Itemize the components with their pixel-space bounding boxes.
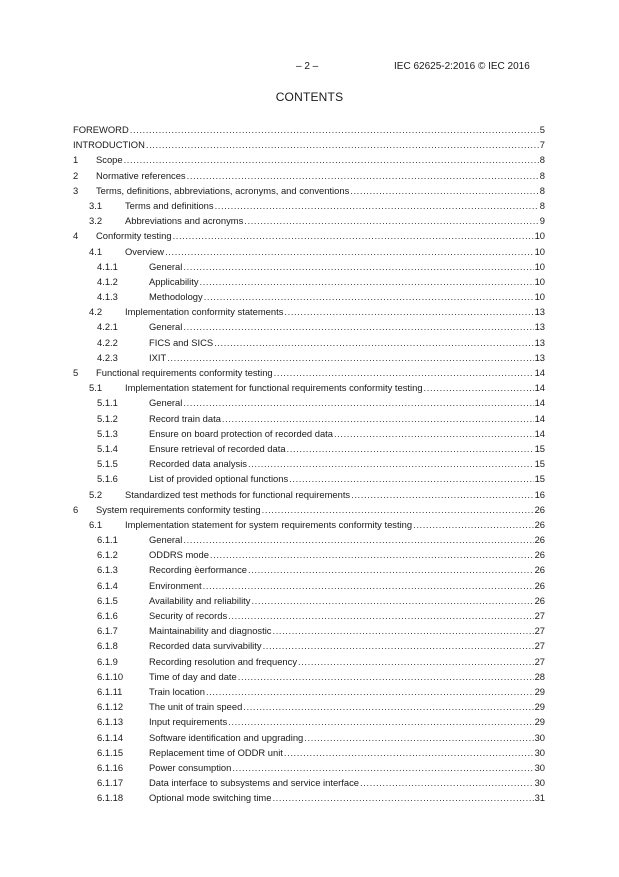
dot-leader	[232, 762, 533, 773]
dot-leader	[351, 489, 533, 500]
toc-entry-title: Methodology	[149, 291, 203, 303]
toc-entry-page: 30	[534, 746, 545, 758]
toc-entry-title: FICS and SICS	[149, 336, 214, 348]
toc-entry[interactable]	[73, 428, 545, 443]
toc-entry-page: 8	[539, 154, 545, 166]
toc-entry-number: 6.1.16	[97, 761, 124, 773]
contents-title: CONTENTS	[275, 90, 344, 104]
toc-entry-number: 6.1.10	[97, 670, 124, 682]
toc-entry[interactable]	[73, 352, 545, 367]
toc-entry[interactable]	[73, 640, 545, 655]
toc-entry[interactable]	[73, 534, 545, 549]
toc-entry-number: 6.1.17	[97, 777, 124, 789]
toc-entry[interactable]	[73, 747, 545, 762]
toc-entry[interactable]	[73, 276, 545, 291]
toc-entry-number: 5.1	[89, 382, 103, 394]
toc-entry-number: 4.2	[89, 306, 103, 318]
toc-entry-title: Normative references	[96, 169, 186, 181]
toc-entry-title: Terms and definitions	[125, 199, 214, 211]
dot-leader	[248, 458, 534, 469]
toc-entry-page: 14	[534, 412, 545, 424]
toc-entry-number: 6.1.13	[97, 716, 124, 728]
dot-leader	[251, 595, 533, 606]
toc-entry-page: 5	[539, 124, 545, 135]
toc-entry-title: List of provided optional functions	[149, 473, 289, 485]
toc-entry-number: 5.2	[89, 488, 103, 500]
toc-entry-title: General	[149, 321, 183, 333]
toc-entry[interactable]	[73, 321, 545, 336]
toc-entry[interactable]	[73, 458, 545, 473]
toc-entry-title: System requirements conformity testing	[96, 503, 261, 515]
toc-entry[interactable]	[73, 656, 545, 671]
toc-entry-title: Functional requirements conformity testing	[96, 367, 273, 378]
toc-entry-title: Ensure retrieval of recorded data	[149, 442, 286, 454]
toc-entry-page: 26	[534, 579, 545, 591]
toc-entry[interactable]	[73, 732, 545, 747]
toc-entry[interactable]	[73, 473, 545, 488]
toc-entry[interactable]	[73, 337, 545, 352]
toc-entry[interactable]	[73, 701, 545, 716]
toc-entry-number: 4.1.3	[97, 291, 118, 303]
toc-entry[interactable]	[73, 519, 545, 534]
toc-entry-title: Train location	[149, 685, 205, 697]
toc-entry[interactable]	[73, 580, 545, 595]
toc-entry-page: 13	[534, 306, 545, 318]
toc-entry-page: 26	[534, 503, 545, 515]
toc-entry[interactable]	[73, 489, 545, 504]
toc-entry-page: 26	[534, 564, 545, 576]
toc-entry-number: 5.1.1	[97, 397, 118, 409]
dot-leader	[228, 716, 533, 727]
dot-leader	[204, 291, 534, 302]
dot-leader	[284, 306, 533, 317]
page-number: – 2 –	[296, 61, 319, 72]
dot-leader	[228, 610, 533, 621]
toc-entry-page: 7	[539, 139, 545, 151]
toc-entry-page: 14	[534, 427, 545, 439]
toc-entry-page: 28	[534, 670, 545, 682]
toc-entry-number: 4.2.2	[97, 336, 118, 348]
toc-entry[interactable]	[73, 443, 545, 458]
dot-leader	[238, 671, 534, 682]
toc-entry[interactable]	[73, 154, 545, 169]
toc-entry-number: 2	[73, 169, 79, 181]
dot-leader	[413, 519, 533, 530]
toc-entry[interactable]	[73, 625, 545, 640]
dot-leader	[183, 261, 533, 272]
toc-entry-page: 26	[534, 534, 545, 546]
dot-leader	[203, 580, 534, 591]
toc-entry-title: Input requirements	[149, 716, 228, 728]
toc-entry-number: 5.1.5	[97, 458, 118, 470]
toc-entry-page: 29	[534, 716, 545, 728]
toc-entry-number: 3	[73, 184, 79, 196]
toc-entry[interactable]	[73, 777, 545, 792]
toc-entry[interactable]	[73, 215, 545, 230]
toc-entry[interactable]	[73, 397, 545, 412]
dot-leader	[334, 428, 534, 439]
toc-entry-page: 26	[534, 594, 545, 606]
toc-entry[interactable]	[73, 306, 545, 321]
dot-leader	[215, 200, 539, 211]
toc-entry[interactable]	[73, 185, 545, 200]
toc-entry[interactable]	[73, 170, 545, 185]
toc-entry-number: 6.1.14	[97, 731, 124, 743]
toc-entry-page: 16	[534, 488, 545, 500]
toc-entry-title: Abbreviations and acronyms	[125, 215, 244, 227]
toc-entry-title: Optional mode switching time	[149, 792, 272, 804]
toc-entry-number: 4.2.1	[97, 321, 118, 333]
toc-entry-page: 30	[534, 731, 545, 743]
toc-entry-page: 29	[534, 685, 545, 697]
toc-entry[interactable]	[73, 792, 545, 807]
toc-entry[interactable]	[73, 139, 545, 154]
toc-entry-number: 6.1.2	[97, 549, 118, 561]
toc-entry-number: 1	[73, 154, 79, 166]
toc-entry-number: 6	[73, 503, 79, 515]
toc-entry[interactable]	[73, 762, 545, 777]
toc-entry-title: Maintainability and diagnostic	[149, 625, 272, 637]
toc-entry-page: 31	[534, 792, 545, 804]
toc-entry-page: 15	[534, 473, 545, 485]
dot-leader	[183, 321, 533, 332]
toc-entry-page: 8	[539, 199, 545, 211]
toc-entry[interactable]	[73, 610, 545, 625]
toc-entry-page: 15	[534, 442, 545, 454]
toc-entry[interactable]	[73, 367, 545, 382]
dot-leader	[304, 732, 533, 743]
toc-entry-title: Recording resolution and frequency	[149, 655, 298, 667]
toc-entry[interactable]	[73, 246, 545, 261]
toc-entry[interactable]	[73, 504, 545, 519]
toc-entry[interactable]	[73, 382, 545, 397]
toc-entry-title: Recording èerformance	[149, 564, 247, 576]
toc-entry-title: ODDRS mode	[149, 549, 209, 561]
toc-entry-page: 13	[534, 351, 545, 363]
toc-entry-number: 3.1	[89, 199, 103, 211]
toc-entry[interactable]	[73, 716, 545, 731]
toc-entry-page: 30	[534, 777, 545, 789]
dot-leader	[274, 367, 534, 378]
toc-entry-title: Implementation statement for system requirements conformity testing	[125, 518, 413, 530]
toc-entry-number: 6.1.5	[97, 594, 118, 606]
toc-entry-number: 5.1.4	[97, 442, 118, 454]
dot-leader	[424, 382, 534, 393]
toc-entry-page: 27	[534, 625, 545, 637]
toc-entry[interactable]	[73, 200, 545, 215]
toc-entry-page: 27	[534, 640, 545, 652]
dot-leader	[124, 154, 539, 165]
toc-entry-title: General	[149, 534, 183, 546]
toc-entry-title: Conformity testing	[96, 230, 172, 242]
toc-entry-number: 4.1	[89, 245, 103, 257]
toc-entry-title: Availability and reliability	[149, 594, 251, 606]
toc-entry-number: 6.1	[89, 518, 103, 530]
toc-entry-number: 4.1.1	[97, 260, 118, 272]
dot-leader	[130, 124, 539, 135]
toc-entry-page: 30	[534, 761, 545, 773]
dot-leader	[272, 792, 533, 803]
toc-entry-number: 6.1.8	[97, 640, 118, 652]
toc-entry-number: 6.1.15	[97, 746, 124, 758]
toc-entry-number: 6.1.3	[97, 564, 118, 576]
toc-entry-page: 8	[539, 184, 545, 196]
dot-leader	[243, 701, 533, 712]
toc-entry-page: 8	[539, 169, 545, 181]
toc-entry-title: IXIT	[149, 351, 167, 363]
dot-leader	[244, 215, 538, 226]
toc-entry-number: 5.1.6	[97, 473, 118, 485]
toc-entry-title: Environment	[149, 579, 202, 591]
dot-leader	[298, 656, 534, 667]
dot-leader	[210, 549, 534, 560]
toc-entry-title: General	[149, 260, 183, 272]
dot-leader	[272, 625, 533, 636]
toc-entry-title: Recorded data analysis	[149, 458, 247, 470]
toc-entry[interactable]	[73, 549, 545, 564]
toc-entry-page: 26	[534, 518, 545, 530]
toc-entry-number: 6.1.11	[97, 685, 123, 697]
toc-entry-number: 5.1.3	[97, 427, 118, 439]
toc-entry-title: Power consumption	[149, 761, 232, 773]
dot-leader	[183, 534, 533, 545]
dot-leader	[222, 413, 534, 424]
toc-entry-page: 26	[534, 549, 545, 561]
toc-entry-page: 13	[534, 336, 545, 348]
toc-entry-page: 29	[534, 701, 545, 713]
toc-entry-page: 27	[534, 610, 545, 621]
toc-entry-page: 10	[534, 260, 545, 272]
toc-entry-page: 27	[534, 655, 545, 667]
toc-entry-title: Replacement time of ODDR unit	[149, 746, 283, 758]
dot-leader	[214, 337, 533, 348]
toc-entry-number: 5.1.2	[97, 412, 118, 424]
toc-entry-title: Security of records	[149, 610, 228, 621]
toc-entry-title: Recorded data survivability	[149, 640, 262, 652]
toc-entry-page: 14	[534, 382, 545, 394]
toc-entry-title: Data interface to subsystems and service interface	[149, 777, 359, 789]
toc-entry-title: Record train data	[149, 412, 221, 424]
dot-leader	[289, 473, 533, 484]
toc-entry-number: 6.1.9	[97, 655, 118, 667]
toc-entry-title: Time of day and date	[149, 670, 237, 682]
toc-entry-title: The unit of train speed	[149, 701, 243, 713]
toc-entry[interactable]	[73, 671, 545, 686]
dot-leader	[200, 276, 534, 287]
toc-entry-title: Scope	[96, 154, 123, 166]
dot-leader	[284, 747, 534, 758]
dot-leader	[165, 246, 533, 257]
toc-entry-number: 3.2	[89, 215, 103, 227]
dot-leader	[248, 564, 534, 575]
toc-entry[interactable]	[73, 230, 545, 245]
toc-entry-title: General	[149, 397, 183, 409]
dot-leader	[262, 504, 534, 515]
toc-entry-page: 10	[534, 275, 545, 287]
toc-entry-page: 14	[534, 397, 545, 409]
dot-leader	[167, 352, 533, 363]
dot-leader	[206, 686, 534, 697]
toc-entry-page: 10	[534, 245, 545, 257]
toc-entry-title: Standardized test methods for functional requirements	[125, 488, 351, 500]
dot-leader	[187, 170, 539, 181]
toc-entry[interactable]	[73, 564, 545, 579]
toc-entry[interactable]	[73, 261, 545, 276]
toc-entry-number: 6.1.7	[97, 625, 118, 637]
dot-leader	[173, 230, 534, 241]
standard-reference: IEC 62625-2:2016 © IEC 2016	[394, 61, 530, 72]
dot-leader	[350, 185, 539, 196]
toc-entry-page: 10	[534, 230, 545, 242]
toc-entry[interactable]	[73, 413, 545, 428]
toc-entry[interactable]	[73, 595, 545, 610]
dot-leader	[287, 443, 534, 454]
toc-entry-page: 13	[534, 321, 545, 333]
toc-entry-title: Applicability	[149, 275, 199, 287]
toc-entry-number: 6.1.12	[97, 701, 124, 713]
toc-entry-title: Software identification and upgrading	[149, 731, 304, 743]
dot-leader	[146, 139, 539, 150]
toc-entry-title: Terms, definitions, abbreviations, acronyms, and conventions	[96, 184, 350, 196]
toc-entry-number: 6.1.18	[97, 792, 124, 804]
toc-entry-page: 15	[534, 458, 545, 470]
toc-entry-number: 4.1.2	[97, 275, 118, 287]
toc-entry-number: 6.1.4	[97, 579, 118, 591]
table-of-contents	[73, 124, 545, 807]
toc-entry-page: 10	[534, 291, 545, 303]
toc-entry-number: 4	[73, 230, 79, 242]
toc-entry[interactable]	[73, 124, 545, 139]
toc-entry[interactable]	[73, 291, 545, 306]
toc-entry-title: INTRODUCTION	[73, 139, 145, 151]
toc-entry-page: 14	[534, 367, 545, 378]
dot-leader	[263, 640, 534, 651]
toc-entry[interactable]	[73, 686, 545, 701]
dot-leader	[360, 777, 534, 788]
toc-entry-title: Overview	[125, 245, 165, 257]
toc-entry-number: 5	[73, 367, 79, 378]
toc-entry-title: Ensure on board protection of recorded data	[149, 427, 333, 439]
toc-entry-title: FOREWORD	[73, 124, 129, 135]
toc-entry-number: 4.2.3	[97, 351, 118, 363]
toc-entry-page: 9	[539, 215, 545, 227]
toc-entry-number: 6.1.1	[97, 534, 118, 546]
toc-entry-title: Implementation conformity statements	[125, 306, 284, 318]
toc-entry-title: Implementation statement for functional requirements conformity testing	[125, 382, 423, 394]
dot-leader	[183, 397, 533, 408]
toc-entry-number: 6.1.6	[97, 610, 118, 621]
